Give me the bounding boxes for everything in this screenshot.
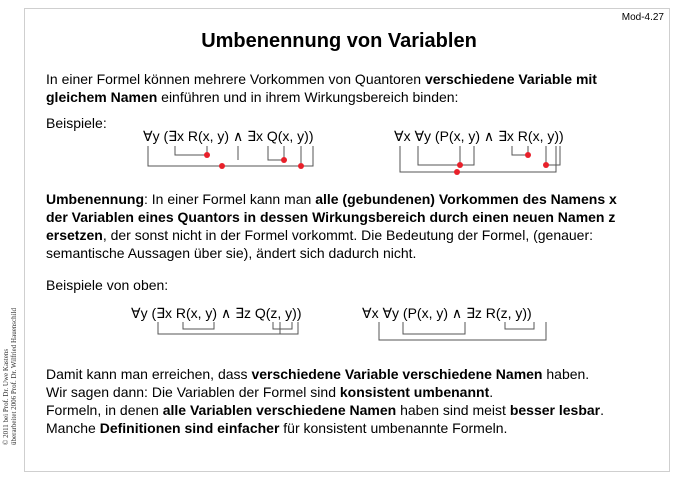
- binding-dot-4: [298, 163, 304, 169]
- binding-bracket-15: [379, 322, 546, 340]
- conclusion-bold: konsistent umbenannt: [339, 384, 490, 400]
- conclusion-paragraph: [46, 365, 642, 437]
- formula-2: ∀x ∀y (P(x, y) ∧ ∃x R(x, y)): [394, 128, 564, 144]
- intro-bold-1: verschiedene Variable mit gleichem Namen: [46, 71, 597, 105]
- page-title: Umbenennung von Variablen: [201, 30, 477, 52]
- renaming-paragraph: [46, 190, 642, 262]
- formula-3: ∀y (∃x R(x, y) ∧ ∃z Q(z, y)): [131, 305, 302, 321]
- conclusion-text: Formeln, in denen: [46, 402, 163, 418]
- binding-dot-3: [281, 157, 287, 163]
- binding-bracket-8: [400, 146, 556, 172]
- binding-dot-1: [204, 152, 210, 158]
- renaming-bold-1: Umbenennung: [46, 191, 144, 207]
- conclusion-text: Wir sagen dann: Die Variablen der Formel sind: [46, 384, 340, 400]
- conclusion-line-4: [46, 419, 642, 437]
- binding-bracket-7: [418, 146, 460, 165]
- binding-bracket-14: [280, 322, 298, 334]
- binding-dot-2: [219, 163, 225, 169]
- conclusion-text: .: [489, 384, 494, 400]
- examples-from-above-label: Beispiele von oben:: [46, 277, 169, 293]
- conclusion-text: haben sind meist: [396, 402, 510, 418]
- conclusion-bold: Definitionen sind einfacher: [99, 420, 280, 436]
- copyright-line-2: überarbeitet 2006 Prof. Dr. Wilfried Hauenschild: [10, 307, 18, 445]
- intro-text-1: In einer Formel können mehrere Vorkommen von Quantoren: [46, 71, 425, 87]
- binding-dot-7: [525, 152, 531, 158]
- renaming-bold-2: alle (gebundenen) Vorkommen des Namens x der Variablen eines Quantors in dessen Wirkungsbereich durch einen neuen Namen z ersetzen: [46, 191, 617, 243]
- binding-bracket-3: [148, 146, 301, 166]
- renaming-text-2: , der sonst nicht in der Formel vorkommt. Die Bedeutung der Formel, (genauer: semantische Aussagen über sie), ändert sich dadurch nicht.: [46, 227, 594, 261]
- binding-bracket-2: [268, 146, 284, 160]
- conclusion-text: Damit kann man erreichen, dass: [46, 366, 252, 382]
- binding-bracket-12: [183, 322, 214, 329]
- conclusion-text: haben.: [542, 366, 590, 382]
- conclusion-text: Manche: [46, 420, 100, 436]
- binding-bracket-17: [505, 322, 534, 329]
- renaming-text-1: : In einer Formel kann man: [144, 191, 316, 207]
- binding-dot-8: [543, 162, 549, 168]
- copyright-line-1: © 2011 bei Prof. Dr. Uwe Kastens: [2, 348, 10, 445]
- conclusion-line-1: [46, 365, 642, 383]
- conclusion-bold: besser lesbar: [509, 402, 601, 418]
- formula-1: ∀y (∃x R(x, y) ∧ ∃x Q(x, y)): [143, 128, 314, 144]
- binding-bracket-1: [175, 146, 207, 155]
- binding-bracket-10: [546, 146, 560, 165]
- examples-label: Beispiele:: [46, 115, 107, 131]
- binding-bracket-5: [301, 146, 313, 166]
- conclusion-line-2: [46, 383, 642, 401]
- copyright-note: [2, 308, 18, 445]
- conclusion-line-3: [46, 401, 642, 419]
- binding-dot-5: [457, 162, 463, 168]
- intro-text-2: einführen und in ihrem Wirkungsbereich binden:: [157, 89, 459, 105]
- binding-dot-6: [454, 169, 460, 175]
- binding-bracket-16: [403, 322, 465, 334]
- conclusion-text: .: [600, 402, 605, 418]
- conclusion-text: für konsistent umbenannte Formeln.: [279, 420, 508, 436]
- formula-4: ∀x ∀y (P(x, y) ∧ ∃z R(z, y)): [362, 305, 532, 321]
- conclusion-bold: verschiedene Variable verschiedene Namen: [251, 366, 543, 382]
- binding-bracket-11: [158, 322, 280, 334]
- binding-bracket-13: [273, 322, 292, 329]
- binding-bracket-9: [418, 146, 474, 165]
- conclusion-bold: alle Variablen verschiedene Namen: [162, 402, 397, 418]
- slide-number: Mod-4.27: [621, 12, 664, 23]
